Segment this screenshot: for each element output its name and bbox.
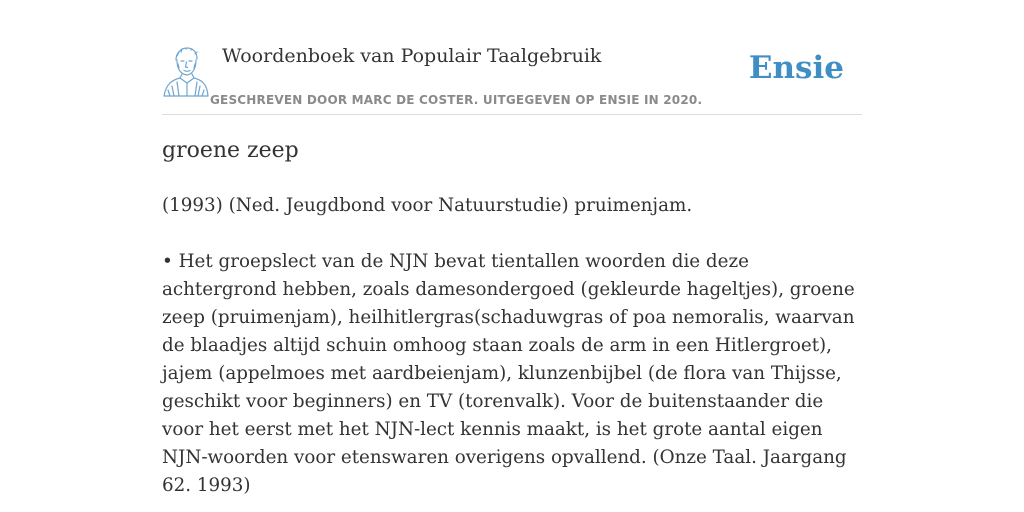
- dictionary-header: [162, 40, 862, 115]
- entry-definition: [162, 192, 862, 500]
- paragraph-spacer: [162, 220, 862, 248]
- definition-text: (1993) (Ned. Jeugdbond voor Natuurstudie) pruimenjam.: [162, 195, 693, 216]
- dictionary-title[interactable]: Woordenboek van Populair Taalgebruik: [222, 45, 602, 67]
- entry-term: groene zeep: [162, 138, 299, 163]
- author-byline: GESCHREVEN DOOR MARC DE COSTER. UITGEGEVEN OP ENSIE IN 2020.: [210, 93, 703, 107]
- ensie-logo-link[interactable]: Ensie: [748, 50, 844, 86]
- definition-quote: • Het groepslect van de NJN bevat tientallen woorden die deze achtergrond hebben, zoals damesondergoed (gekleurde hageltjes), groene zeep (pruimenjam), heilhitlergras(schaduwgras of poa nemoralis, waarvan de blaadjes altijd schuin omhoog staan zoals de arm in een Hitlergroet), jajem (appelmoes met aardbeienjam), klunzenbijbel (de flora van Thijsse, geschikt voor beginners) en TV (torenvalk). Voor de buitenstaander die voor het eerst met het NJN-lect kennis maakt, is het grote aantal eigen NJN-woorden voor etenswaren overigens opvallend. (Onze Taal. Jaargang 62. 1993): [162, 251, 855, 496]
- author-portrait-icon: [162, 46, 210, 98]
